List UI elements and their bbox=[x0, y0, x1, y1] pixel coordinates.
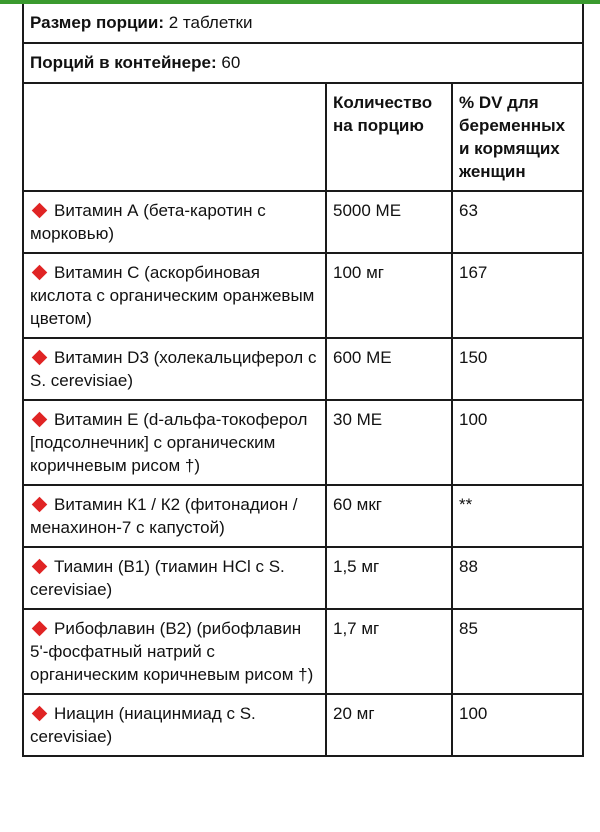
amount-cell: 60 мкг bbox=[326, 485, 452, 547]
red-diamond-icon bbox=[32, 203, 48, 219]
nutrient-name: Ниацин (ниацинмиад с S. cerevisiae) bbox=[30, 704, 256, 746]
amount-cell: 600 МЕ bbox=[326, 338, 452, 400]
table-row bbox=[24, 485, 582, 547]
nutrient-cell bbox=[24, 191, 326, 253]
nutrient-cell bbox=[24, 694, 326, 756]
nutrient-name: Витамин D3 (холекальциферол с S. cerevisiae) bbox=[30, 348, 317, 390]
amount-cell: 1,5 мг bbox=[326, 547, 452, 609]
table-row bbox=[24, 253, 582, 338]
nutrient-name: Тиамин (B1) (тиамин HCl с S. cerevisiae) bbox=[30, 557, 285, 599]
red-diamond-icon bbox=[32, 621, 48, 637]
nutrient-table bbox=[24, 84, 582, 757]
nutrient-name: Витамин С (аскорбиновая кислота с органическим оранжевым цветом) bbox=[30, 263, 315, 328]
dv-cell: 85 bbox=[452, 609, 582, 694]
table-row bbox=[24, 400, 582, 485]
column-header-dv: % DV для беременных и кормящих женщин bbox=[452, 84, 582, 191]
amount-cell: 5000 МЕ bbox=[326, 191, 452, 253]
nutrient-name: Витамин К1 / К2 (фитонадион / менахинон-7 с капустой) bbox=[30, 495, 298, 537]
dv-cell: 150 bbox=[452, 338, 582, 400]
table-row bbox=[24, 694, 582, 756]
nutrient-cell bbox=[24, 253, 326, 338]
nutrient-cell bbox=[24, 609, 326, 694]
nutrient-name: Витамин Е (d-альфа-токоферол [подсолнечник] с органическим коричневым рисом †) bbox=[30, 410, 308, 475]
nutrient-name: Витамин А (бета-каротин с морковью) bbox=[30, 201, 266, 243]
red-diamond-icon bbox=[32, 497, 48, 513]
table-row bbox=[24, 191, 582, 253]
column-header-amount: Количество на порцию bbox=[326, 84, 452, 191]
red-diamond-icon bbox=[32, 559, 48, 575]
serving-size-row bbox=[24, 4, 582, 44]
red-diamond-icon bbox=[32, 350, 48, 366]
supplement-facts-panel bbox=[22, 4, 584, 757]
table-row bbox=[24, 609, 582, 694]
nutrient-cell bbox=[24, 338, 326, 400]
dv-cell: 100 bbox=[452, 400, 582, 485]
amount-cell: 1,7 мг bbox=[326, 609, 452, 694]
red-diamond-icon bbox=[32, 412, 48, 428]
serving-size-value: 2 таблетки bbox=[168, 13, 253, 32]
servings-value: 60 bbox=[221, 53, 241, 72]
red-diamond-icon bbox=[32, 706, 48, 722]
servings-per-container-row bbox=[24, 44, 582, 84]
nutrient-cell bbox=[24, 400, 326, 485]
nutrient-name: Рибофлавин (B2) (рибофлавин 5'-фосфатный натрий с органическим коричневым рисом †) bbox=[30, 619, 314, 684]
nutrient-cell bbox=[24, 547, 326, 609]
nutrient-cell bbox=[24, 485, 326, 547]
servings-label: Порций в контейнере: bbox=[30, 53, 217, 72]
serving-size-label: Размер порции: bbox=[30, 13, 164, 32]
table-row bbox=[24, 547, 582, 609]
table-header-row bbox=[24, 84, 582, 191]
dv-cell: 88 bbox=[452, 547, 582, 609]
red-diamond-icon bbox=[32, 265, 48, 281]
amount-cell: 20 мг bbox=[326, 694, 452, 756]
dv-cell: 167 bbox=[452, 253, 582, 338]
dv-cell: 100 bbox=[452, 694, 582, 756]
dv-cell: ** bbox=[452, 485, 582, 547]
dv-cell: 63 bbox=[452, 191, 582, 253]
amount-cell: 30 МЕ bbox=[326, 400, 452, 485]
amount-cell: 100 мг bbox=[326, 253, 452, 338]
column-header-nutrient bbox=[24, 84, 326, 191]
table-row bbox=[24, 338, 582, 400]
